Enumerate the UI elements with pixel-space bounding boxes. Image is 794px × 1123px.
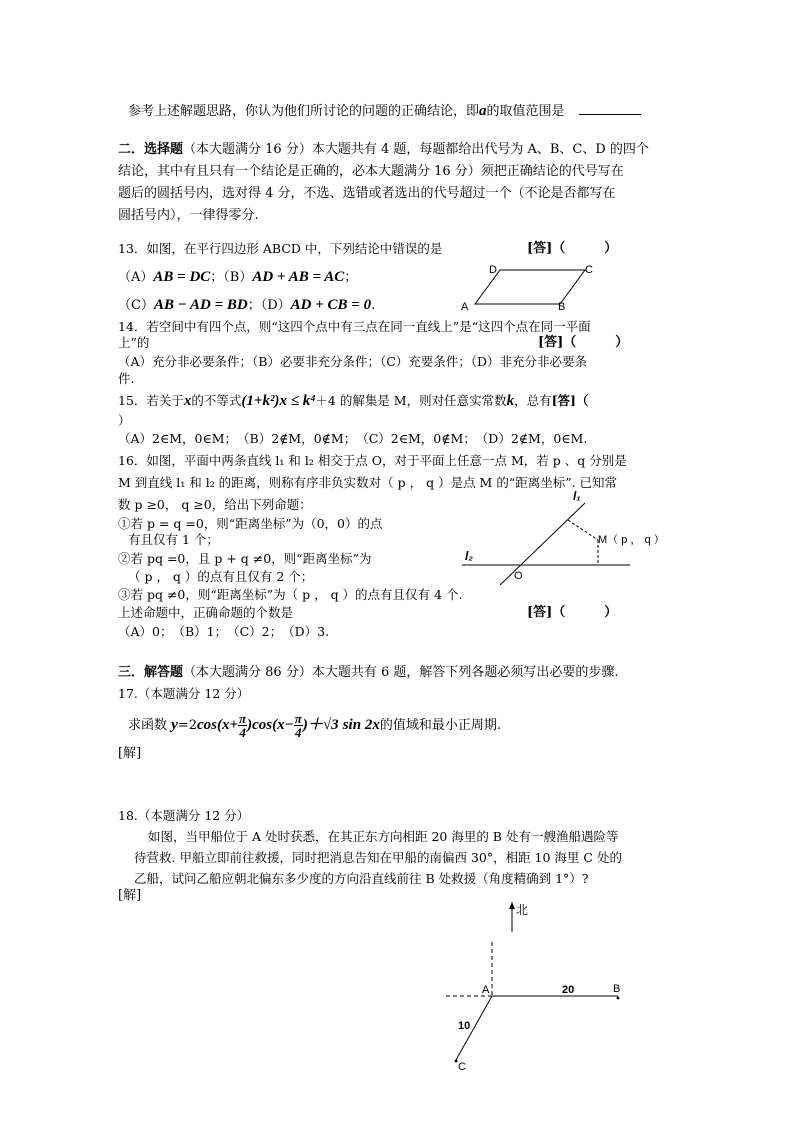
- label-O: O: [514, 570, 523, 582]
- q16-item1b: 有且仅有 1 个；: [128, 532, 219, 547]
- label-B: B: [613, 983, 621, 995]
- label-C: C: [585, 264, 593, 276]
- q16-line3: 数 p ≥0， q ≥0，给出下列命题：: [118, 497, 312, 512]
- q13-option-b: AD + AB = AC: [252, 269, 345, 285]
- q17-problem: 求函数 y=2cos(x+ $\frac{\pi}{4}$ )cos(x− $\frac{\pi}{4}$ )＋√3 sin 2x的值域和最小正周期.: [128, 711, 501, 740]
- fraction-pi-over-4-a: $\frac{\pi}{4}$: [239, 711, 247, 740]
- q13-options-ab: （A）AB = DC；（B）AD + AB = AC；: [118, 269, 358, 285]
- q16-line1: 16．如图，平面中两条直线 l₁ 和 l₂ 相交于点 O，对于平面上任意一点 M，若 p 、q 分别是: [118, 453, 627, 468]
- q17-header: 17.（本题满分 12 分）: [118, 686, 250, 701]
- q14-options1: （A）充分非必要条件；（B）必要非充分条件；（C）充要条件；（D）非充分非必要条: [118, 354, 588, 369]
- answer-blank[interactable]: [579, 100, 641, 115]
- point-C: [455, 1060, 458, 1063]
- q16-answer[interactable]: [答]（ ）: [527, 605, 618, 620]
- label-A: A: [482, 984, 490, 996]
- intro-line: 参考上述解题思路，你认为他们所讨论的问题的正确结论，即a的取值范围是: [128, 100, 641, 121]
- north-label: 北: [516, 903, 529, 917]
- q16-options: （A）0； （B）1； （C）2； （D）3.: [118, 624, 330, 639]
- label-AC-distance: 10: [458, 1020, 471, 1032]
- perp-to-l1: [568, 520, 598, 540]
- q13-option-a: AB = DC: [153, 269, 211, 285]
- section2-line3: 题后的圆括号内，选对得 4 分，不选、选错或者选出的代号超过一个（不论是否都写在: [118, 186, 616, 201]
- q18-solve[interactable]: [解]: [118, 888, 142, 903]
- label-D: D: [489, 264, 497, 276]
- label-l1: l₁: [573, 489, 581, 503]
- section3-line: 三．解答题（本大题满分 86 分）本大题共有 6 题，解答下列各题必须写出必要的步骤.: [118, 665, 619, 680]
- section2-line4: 圆括号内），一律得零分.: [118, 208, 259, 223]
- q14-line2: 上”的: [118, 335, 150, 350]
- q16-line2: M 到直线 l₁ 和 l₂ 的距离，则称有序非负实数对（ p ， q ）是点 M 的“距离坐标”. 已知常: [118, 475, 618, 490]
- q13-option-d: AD + CB = 0: [290, 297, 372, 313]
- q18-header: 18.（本题满分 12 分）: [118, 808, 250, 823]
- q18-line3: 乙船，试问乙船应朝北偏东多少度的方向沿直线前往 B 处救援（角度精确到 1°）?: [134, 871, 589, 886]
- parallelogram-figure: [455, 258, 605, 313]
- q16-item3: ③若 pq ≠0，则“距离坐标”为（ p ， q ）的点有且仅有 4 个.: [118, 587, 463, 602]
- q18-line1: 如图，当甲船位于 A 处时获悉，在其正东方向相距 20 海里的 B 处有一艘渔船遇险等: [148, 829, 619, 844]
- label-l2: l₂: [465, 549, 473, 563]
- section2-heading: 二．选择题: [118, 142, 184, 157]
- q17-solve[interactable]: [解]: [118, 746, 142, 761]
- q15-paren: ）: [118, 413, 131, 428]
- section2-line1: 二．选择题（本大题满分 16 分）本大题共有 4 题，每题都给出代号为 A、B、C、D 的四个: [118, 142, 649, 157]
- line-l1: [500, 503, 585, 585]
- q16-item2b: （ p ， q ）的点有且仅有 2 个；: [128, 569, 314, 584]
- rescue-diagram: [440, 900, 640, 1075]
- q14-options2: 件.: [118, 371, 135, 386]
- var-a: a: [479, 103, 487, 119]
- q15-stem: 15．若关于x的不等式(1+k²)x ≤ k⁴＋4 的解集是 M，则对任意实常数k，总有[答]（: [118, 393, 589, 409]
- q13-stem: 13．如图，在平行四边形 ABCD 中，下列结论中错误的是: [118, 241, 443, 256]
- q14-answer[interactable]: [答]（ ）: [538, 335, 629, 350]
- distance-coordinate-figure: [460, 485, 690, 585]
- label-C: C: [458, 1061, 466, 1073]
- fraction-pi-over-4-b: $\frac{\pi}{4}$: [294, 711, 302, 740]
- north-arrow-head: [509, 902, 515, 909]
- q16-item2a: ②若 pq =0，且 p + q ≠0，则“距离坐标”为: [118, 551, 372, 566]
- point-B: [617, 997, 620, 1000]
- q18-line2: 待营救. 甲船立即前往救援，同时把消息告知在甲船的南偏西 30°，相距 10 海里 C 处的: [134, 850, 622, 865]
- label-M: M（ p ， q ）: [598, 534, 665, 546]
- label-B: B: [558, 301, 566, 313]
- q14-line1: 14．若空间中有四个点，则“这四个点中有三点在同一直线上”是“这四个点在同一平面: [118, 319, 591, 334]
- q13-options-cd: （C）AB − AD = BD；（D）AD + CB = 0.: [118, 297, 376, 313]
- q15-answer[interactable]: [答]（: [551, 393, 589, 408]
- q15-inequality: (1+k²)x ≤ k⁴: [241, 393, 316, 409]
- section3-heading: 三．解答题: [118, 665, 184, 680]
- q13-answer[interactable]: [答]（ ）: [527, 241, 618, 256]
- section2-line2: 结论，其中有且只有一个结论是正确的，必本大题满分 16 分）须把正确结论的代号写在: [118, 164, 624, 179]
- label-A: A: [461, 301, 469, 313]
- label-AB-distance: 20: [562, 984, 575, 996]
- q16-item1a: ①若 p = q =0，则“距离坐标”为（0，0）的点: [118, 516, 383, 531]
- q13-option-c: AB − AD = BD: [153, 297, 248, 313]
- q15-options: （A）2∈M，0∈M； （B）2∉M，0∉M； （C）2∈M，0∉M； （D）2∉M，0∈M.: [118, 431, 588, 446]
- q16-conclusion: 上述命题中，正确命题的个数是: [118, 605, 294, 620]
